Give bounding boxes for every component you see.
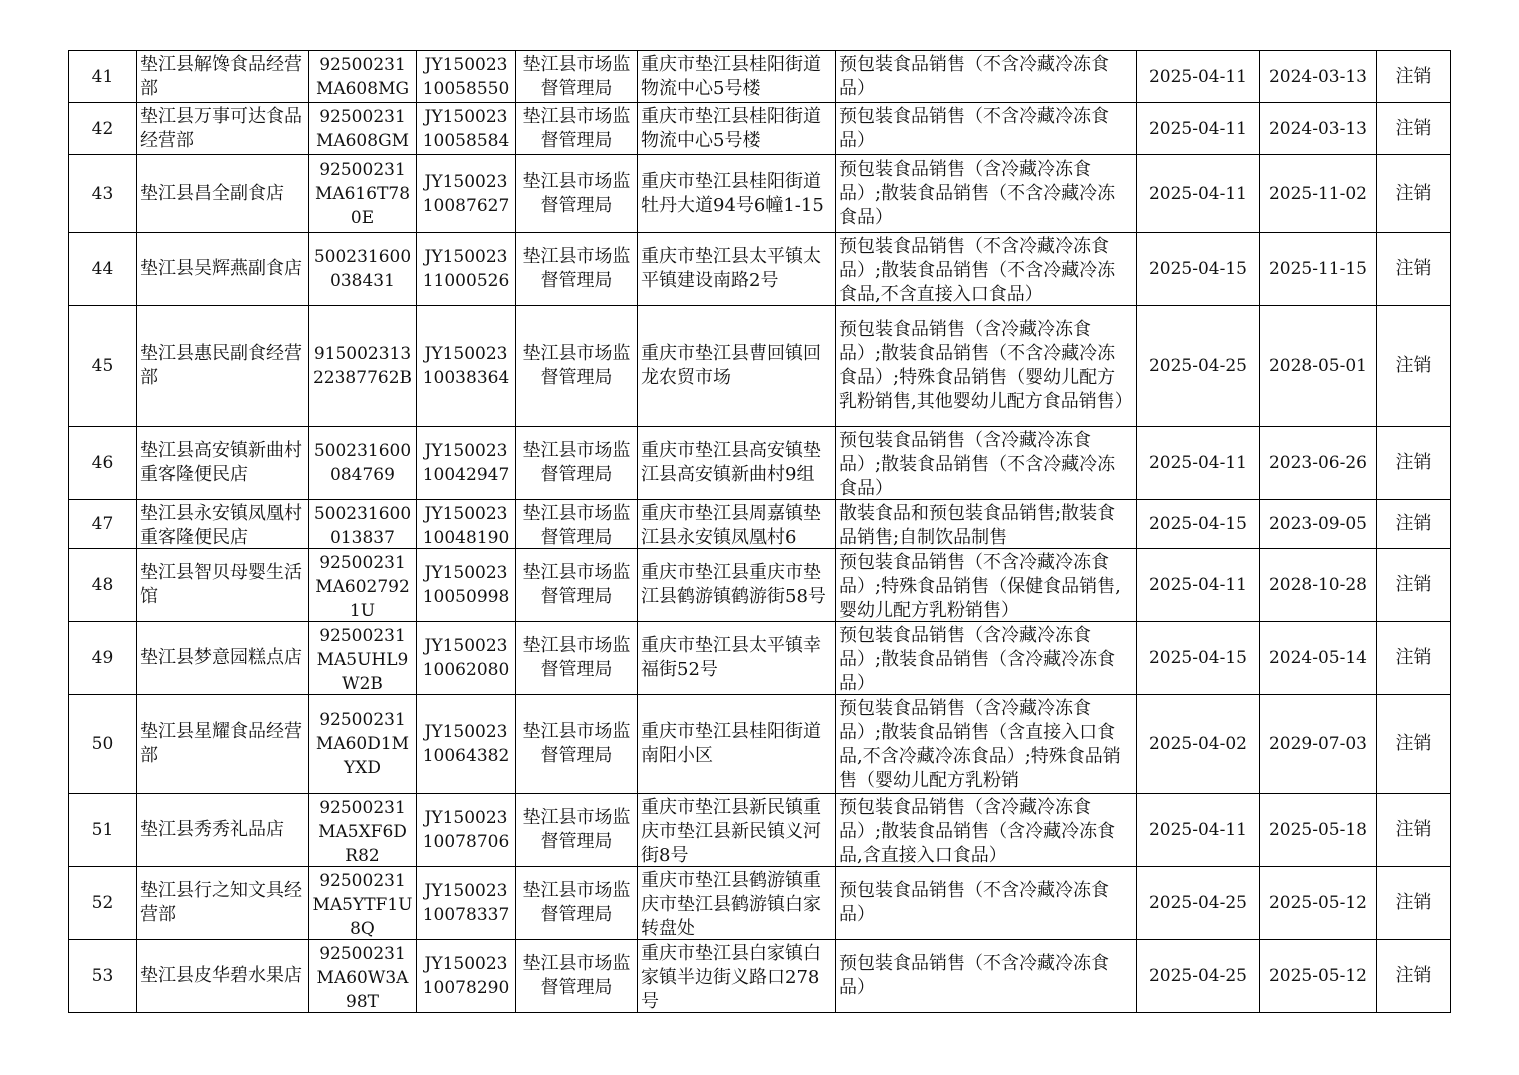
issuing-authority: 垫江县市场监督管理局 xyxy=(522,246,631,291)
issuing-authority-cell xyxy=(516,622,638,695)
business-scope: 预包装食品销售（不含冷藏冷冻食品）;散装食品销售（不含冷藏冷冻食品,不含直接入口食品） xyxy=(839,235,1116,304)
operator-name-cell xyxy=(137,695,309,794)
cancel-date: 2025-04-11 xyxy=(1148,66,1247,87)
license-number: JY15002310064382 xyxy=(422,722,510,766)
row-index: 45 xyxy=(91,356,114,376)
table-row xyxy=(69,867,1451,940)
credit-code: 92500231MA5UHL9W2B xyxy=(316,625,409,693)
expiry-date: 2024-05-14 xyxy=(1268,648,1367,668)
table-row xyxy=(69,233,1451,306)
status: 注销 xyxy=(1395,733,1432,754)
business-address: 重庆市垫江县周嘉镇垫江县永安镇凤凰村6 xyxy=(641,502,821,547)
cancel-date-cell xyxy=(1137,940,1260,1013)
row-index-cell xyxy=(69,233,137,306)
license-number-cell xyxy=(417,695,516,794)
status-cell xyxy=(1377,427,1451,500)
cancel-date-cell xyxy=(1137,794,1260,867)
issuing-authority: 垫江县市场监督管理局 xyxy=(522,170,631,216)
business-scope: 预包装食品销售（不含冷藏冷冻食品） xyxy=(839,953,1109,998)
operator-name: 垫江县智贝母婴生活馆 xyxy=(140,562,302,607)
credit-code-cell xyxy=(309,51,417,103)
issuing-authority: 垫江县市场监督管理局 xyxy=(522,53,631,99)
records-table-body xyxy=(69,51,1451,1013)
row-index-cell xyxy=(69,794,137,867)
status-cell xyxy=(1377,794,1451,867)
cancel-date: 2025-04-11 xyxy=(1148,820,1247,840)
credit-code: 500231600013837 xyxy=(313,503,412,547)
license-number: JY15002310087627 xyxy=(422,171,510,216)
status: 注销 xyxy=(1395,892,1432,913)
business-scope-cell xyxy=(836,427,1137,500)
business-address-cell xyxy=(638,622,836,695)
row-index: 52 xyxy=(91,893,114,913)
row-index-cell xyxy=(69,695,137,794)
row-index-cell xyxy=(69,51,137,103)
operator-name-cell xyxy=(137,867,309,940)
row-index-cell xyxy=(69,155,137,233)
issuing-authority: 垫江县市场监督管理局 xyxy=(522,502,631,547)
credit-code-cell xyxy=(309,306,417,427)
table-row xyxy=(69,51,1451,103)
expiry-date-cell xyxy=(1260,622,1377,695)
expiry-date-cell xyxy=(1260,233,1377,306)
table-row xyxy=(69,427,1451,500)
row-index: 49 xyxy=(91,648,114,668)
business-address-cell xyxy=(638,306,836,427)
status-cell xyxy=(1377,549,1451,622)
license-number-cell xyxy=(417,500,516,549)
cancel-date: 2025-04-25 xyxy=(1148,893,1247,913)
expiry-date: 2023-06-26 xyxy=(1268,453,1367,473)
issuing-authority-cell xyxy=(516,155,638,233)
operator-name-cell xyxy=(137,794,309,867)
status: 注销 xyxy=(1395,182,1432,204)
issuing-authority: 垫江县市场监督管理局 xyxy=(522,721,631,766)
business-address: 重庆市垫江县桂阳街道南阳小区 xyxy=(641,721,821,766)
license-number: JY15002310078290 xyxy=(422,954,510,998)
operator-name: 垫江县惠民副食经营部 xyxy=(140,343,302,388)
operator-name: 垫江县昌全副食店 xyxy=(140,182,284,204)
operator-name-cell xyxy=(137,306,309,427)
operator-name: 垫江县永安镇凤凰村重客隆便民店 xyxy=(140,502,302,547)
issuing-authority-cell xyxy=(516,306,638,427)
cancel-date: 2025-04-11 xyxy=(1148,575,1247,595)
status-cell xyxy=(1377,622,1451,695)
credit-code-cell xyxy=(309,695,417,794)
expiry-date-cell xyxy=(1260,427,1377,500)
cancel-date-cell xyxy=(1137,51,1260,103)
credit-code-cell xyxy=(309,794,417,867)
issuing-authority: 垫江县市场监督管理局 xyxy=(522,440,631,485)
cancel-date: 2025-04-11 xyxy=(1148,118,1247,139)
table-row xyxy=(69,103,1451,155)
row-index-cell xyxy=(69,549,137,622)
operator-name-cell xyxy=(137,500,309,549)
license-number: JY15002310038364 xyxy=(422,344,510,388)
expiry-date-cell xyxy=(1260,794,1377,867)
business-address-cell xyxy=(638,549,836,622)
operator-name: 垫江县高安镇新曲村重客隆便民店 xyxy=(140,440,302,485)
issuing-authority: 垫江县市场监督管理局 xyxy=(522,562,631,607)
business-address-cell xyxy=(638,427,836,500)
issuing-authority: 垫江县市场监督管理局 xyxy=(522,880,631,925)
license-number-cell xyxy=(417,427,516,500)
license-number: JY15002310042947 xyxy=(422,441,510,485)
license-number: JY15002311000526 xyxy=(422,247,510,291)
status: 注销 xyxy=(1395,647,1432,668)
status: 注销 xyxy=(1395,819,1432,840)
business-scope-cell xyxy=(836,51,1137,103)
business-address-cell xyxy=(638,695,836,794)
business-scope-cell xyxy=(836,794,1137,867)
business-scope: 预包装食品销售（不含冷藏冷冻食品） xyxy=(839,880,1109,925)
operator-name: 垫江县梦意园糕点店 xyxy=(140,647,302,668)
business-address-cell xyxy=(638,867,836,940)
row-index-cell xyxy=(69,622,137,695)
cancel-date: 2025-04-15 xyxy=(1148,259,1247,279)
cancel-date: 2025-04-15 xyxy=(1148,648,1247,668)
operator-name: 垫江县万事可达食品经营部 xyxy=(140,105,302,151)
cancel-date-cell xyxy=(1137,427,1260,500)
business-scope: 预包装食品销售（不含冷藏冷冻食品） xyxy=(839,105,1109,151)
operator-name: 垫江县秀秀礼品店 xyxy=(140,819,284,840)
expiry-date-cell xyxy=(1260,306,1377,427)
expiry-date: 2025-11-15 xyxy=(1268,259,1367,279)
credit-code-cell xyxy=(309,867,417,940)
business-scope: 预包装食品销售（含冷藏冷冻食品）;散装食品销售（不含冷藏冷冻食品）;特殊食品销售（婴幼儿配方乳粉销售,其他婴幼儿配方食品销售） xyxy=(839,319,1133,412)
license-number: JY15002310078706 xyxy=(422,808,510,852)
credit-code: 91500231322387762B xyxy=(312,344,413,388)
row-index: 50 xyxy=(91,734,114,754)
license-number-cell xyxy=(417,549,516,622)
operator-name-cell xyxy=(137,233,309,306)
table-row xyxy=(69,549,1451,622)
license-number: JY15002310078337 xyxy=(422,881,510,925)
operator-name: 垫江县行之知文具经营部 xyxy=(140,880,302,925)
credit-code: 92500231MA60D1MYXD xyxy=(315,710,410,778)
cancel-date-cell xyxy=(1137,103,1260,155)
row-index: 41 xyxy=(91,66,114,87)
expiry-date-cell xyxy=(1260,155,1377,233)
business-scope-cell xyxy=(836,867,1137,940)
expiry-date-cell xyxy=(1260,51,1377,103)
operator-name-cell xyxy=(137,103,309,155)
issuing-authority-cell xyxy=(516,427,638,500)
expiry-date: 2025-05-12 xyxy=(1268,966,1367,986)
row-index-cell xyxy=(69,103,137,155)
business-scope-cell xyxy=(836,103,1137,155)
row-index-cell xyxy=(69,867,137,940)
business-scope: 散装食品和预包装食品销售;散装食品销售;自制饮品制售 xyxy=(839,502,1116,547)
cancel-date-cell xyxy=(1137,549,1260,622)
operator-name-cell xyxy=(137,549,309,622)
business-address: 重庆市垫江县太平镇太平镇建设南路2号 xyxy=(641,246,821,291)
business-address: 重庆市垫江县太平镇幸福街52号 xyxy=(641,635,821,680)
business-address: 重庆市垫江县重庆市垫江县鹤游镇鹤游街58号 xyxy=(641,562,826,607)
expiry-date: 2028-05-01 xyxy=(1268,356,1367,376)
business-address-cell xyxy=(638,940,836,1013)
business-address: 重庆市垫江县白家镇白家镇半边街义路口278号 xyxy=(641,942,821,1011)
license-number-cell xyxy=(417,51,516,103)
issuing-authority-cell xyxy=(516,794,638,867)
credit-code: 92500231MA5XF6DR82 xyxy=(318,797,407,865)
expiry-date: 2024-03-13 xyxy=(1268,66,1367,87)
business-address-cell xyxy=(638,155,836,233)
status-cell xyxy=(1377,51,1451,103)
license-number: JY15002310050998 xyxy=(422,563,510,607)
issuing-authority-cell xyxy=(516,103,638,155)
row-index: 48 xyxy=(91,575,114,595)
operator-name: 垫江县吴辉燕副食店 xyxy=(140,258,302,279)
status-cell xyxy=(1377,233,1451,306)
business-scope-cell xyxy=(836,233,1137,306)
status: 注销 xyxy=(1395,574,1432,595)
operator-name: 垫江县星耀食品经营部 xyxy=(140,721,302,766)
cancel-date-cell xyxy=(1137,622,1260,695)
license-number-cell xyxy=(417,940,516,1013)
expiry-date: 2029-07-03 xyxy=(1268,734,1367,754)
license-number-cell xyxy=(417,867,516,940)
license-number: JY15002310058584 xyxy=(422,106,510,151)
credit-code: 92500231MA616T780E xyxy=(314,159,411,228)
status: 注销 xyxy=(1395,258,1432,279)
credit-code: 500231600084769 xyxy=(313,441,412,485)
issuing-authority-cell xyxy=(516,51,638,103)
cancel-date: 2025-04-25 xyxy=(1148,966,1247,986)
license-number-cell xyxy=(417,622,516,695)
expiry-date: 2028-10-28 xyxy=(1268,575,1367,595)
expiry-date: 2025-05-18 xyxy=(1268,820,1367,840)
business-address: 重庆市垫江县新民镇重庆市垫江县新民镇义河街8号 xyxy=(641,796,821,865)
license-number: JY15002310062080 xyxy=(422,636,510,680)
business-address-cell xyxy=(638,500,836,549)
cancel-date-cell xyxy=(1137,233,1260,306)
table-row xyxy=(69,500,1451,549)
row-index: 44 xyxy=(91,259,114,279)
row-index: 42 xyxy=(91,118,114,139)
credit-code-cell xyxy=(309,233,417,306)
status-cell xyxy=(1377,103,1451,155)
credit-code: 92500231MA608MG xyxy=(315,54,410,99)
issuing-authority: 垫江县市场监督管理局 xyxy=(522,953,631,998)
status: 注销 xyxy=(1395,965,1432,986)
expiry-date-cell xyxy=(1260,867,1377,940)
expiry-date: 2024-03-13 xyxy=(1268,118,1367,139)
business-scope: 预包装食品销售（含冷藏冷冻食品）;散装食品销售（含冷藏冷冻食品,含直接入口食品） xyxy=(839,796,1116,865)
business-scope-cell xyxy=(836,500,1137,549)
license-number: JY15002310058550 xyxy=(422,54,510,99)
business-address: 重庆市垫江县鹤游镇重庆市垫江县鹤游镇白家转盘处 xyxy=(641,869,821,938)
business-scope: 预包装食品销售（含冷藏冷冻食品）;散装食品销售（不含冷藏冷冻食品） xyxy=(839,429,1116,498)
cancel-date-cell xyxy=(1137,306,1260,427)
operator-name-cell xyxy=(137,940,309,1013)
status-cell xyxy=(1377,940,1451,1013)
credit-code-cell xyxy=(309,500,417,549)
license-number-cell xyxy=(417,103,516,155)
credit-code-cell xyxy=(309,549,417,622)
credit-code-cell xyxy=(309,940,417,1013)
expiry-date: 2025-11-02 xyxy=(1268,183,1367,204)
credit-code-cell xyxy=(309,103,417,155)
row-index: 47 xyxy=(91,514,114,534)
cancel-date: 2025-04-25 xyxy=(1148,356,1247,376)
business-address: 重庆市垫江县桂阳街道物流中心5号楼 xyxy=(641,105,821,151)
credit-code-cell xyxy=(309,427,417,500)
status: 注销 xyxy=(1395,65,1432,87)
status: 注销 xyxy=(1395,513,1432,534)
business-scope: 预包装食品销售（含冷藏冷冻食品）;散装食品销售（含直接入口食品,不含冷藏冷冻食品）;特殊食品销售（婴幼儿配方乳粉销 xyxy=(839,697,1121,791)
row-index: 53 xyxy=(91,966,114,986)
table-row xyxy=(69,794,1451,867)
issuing-authority: 垫江县市场监督管理局 xyxy=(522,105,631,151)
business-scope-cell xyxy=(836,622,1137,695)
expiry-date: 2023-09-05 xyxy=(1268,514,1367,534)
status-cell xyxy=(1377,867,1451,940)
operator-name-cell xyxy=(137,622,309,695)
cancel-date-cell xyxy=(1137,500,1260,549)
cancel-date: 2025-04-02 xyxy=(1148,734,1247,754)
operator-name-cell xyxy=(137,427,309,500)
credit-code: 92500231MA5YTF1U8Q xyxy=(312,870,413,938)
operator-name-cell xyxy=(137,51,309,103)
status: 注销 xyxy=(1395,117,1432,139)
credit-code: 92500231MA6027921U xyxy=(315,552,410,620)
business-scope-cell xyxy=(836,695,1137,794)
table-row xyxy=(69,306,1451,427)
row-index: 43 xyxy=(91,183,114,204)
table-row xyxy=(69,695,1451,794)
cancel-date: 2025-04-15 xyxy=(1148,514,1247,534)
expiry-date-cell xyxy=(1260,549,1377,622)
business-scope: 预包装食品销售（不含冷藏冷冻食品）;特殊食品销售（保健食品销售,婴幼儿配方乳粉销售） xyxy=(839,551,1121,620)
credit-code: 92500231MA608GM xyxy=(315,106,410,151)
operator-name: 垫江县解馋食品经营部 xyxy=(140,53,302,99)
expiry-date-cell xyxy=(1260,500,1377,549)
license-number-cell xyxy=(417,233,516,306)
row-index-cell xyxy=(69,500,137,549)
issuing-authority-cell xyxy=(516,695,638,794)
status-cell xyxy=(1377,695,1451,794)
business-scope: 预包装食品销售（含冷藏冷冻食品）;散装食品销售（含冷藏冷冻食品） xyxy=(839,624,1116,693)
credit-code-cell xyxy=(309,622,417,695)
issuing-authority-cell xyxy=(516,500,638,549)
business-address-cell xyxy=(638,794,836,867)
business-scope-cell xyxy=(836,940,1137,1013)
business-scope: 预包装食品销售（不含冷藏冷冻食品） xyxy=(839,53,1109,99)
cancel-date-cell xyxy=(1137,867,1260,940)
status-cell xyxy=(1377,306,1451,427)
records-sheet xyxy=(68,50,1451,1013)
status-cell xyxy=(1377,155,1451,233)
issuing-authority: 垫江县市场监督管理局 xyxy=(522,807,631,852)
business-scope: 预包装食品销售（含冷藏冷冻食品）;散装食品销售（不含冷藏冷冻食品） xyxy=(839,158,1116,228)
license-number-cell xyxy=(417,794,516,867)
status-cell xyxy=(1377,500,1451,549)
business-address-cell xyxy=(638,103,836,155)
operator-name-cell xyxy=(137,155,309,233)
credit-code-cell xyxy=(309,155,417,233)
cancel-date-cell xyxy=(1137,695,1260,794)
status: 注销 xyxy=(1395,452,1432,473)
table-row xyxy=(69,155,1451,233)
row-index: 46 xyxy=(91,453,114,473)
row-index-cell xyxy=(69,427,137,500)
cancel-date-cell xyxy=(1137,155,1260,233)
business-address: 重庆市垫江县高安镇垫江县高安镇新曲村9组 xyxy=(641,440,821,485)
issuing-authority: 垫江县市场监督管理局 xyxy=(522,635,631,680)
business-address-cell xyxy=(638,51,836,103)
business-address: 重庆市垫江县桂阳街道物流中心5号楼 xyxy=(641,53,821,99)
issuing-authority-cell xyxy=(516,549,638,622)
row-index-cell xyxy=(69,940,137,1013)
business-scope-cell xyxy=(836,306,1137,427)
cancel-date: 2025-04-11 xyxy=(1148,183,1247,204)
business-address-cell xyxy=(638,233,836,306)
license-number-cell xyxy=(417,306,516,427)
business-scope-cell xyxy=(836,549,1137,622)
license-number: JY15002310048190 xyxy=(422,503,510,547)
expiry-date-cell xyxy=(1260,695,1377,794)
credit-code: 92500231MA60W3A98T xyxy=(316,943,409,1011)
table-row xyxy=(69,940,1451,1013)
operator-name: 垫江县皮华碧水果店 xyxy=(140,965,302,986)
expiry-date: 2025-05-12 xyxy=(1268,893,1367,913)
credit-code: 500231600038431 xyxy=(313,247,412,291)
records-table xyxy=(68,50,1451,1013)
issuing-authority: 垫江县市场监督管理局 xyxy=(522,343,631,388)
business-address: 重庆市垫江县桂阳街道牡丹大道94号6幢1-15 xyxy=(641,170,824,216)
table-row xyxy=(69,622,1451,695)
issuing-authority-cell xyxy=(516,233,638,306)
license-number-cell xyxy=(417,155,516,233)
business-scope-cell xyxy=(836,155,1137,233)
expiry-date-cell xyxy=(1260,103,1377,155)
issuing-authority-cell xyxy=(516,940,638,1013)
cancel-date: 2025-04-11 xyxy=(1148,453,1247,473)
row-index-cell xyxy=(69,306,137,427)
row-index: 51 xyxy=(91,820,114,840)
status: 注销 xyxy=(1395,355,1432,376)
business-address: 重庆市垫江县曹回镇回龙农贸市场 xyxy=(641,343,821,388)
issuing-authority-cell xyxy=(516,867,638,940)
expiry-date-cell xyxy=(1260,940,1377,1013)
